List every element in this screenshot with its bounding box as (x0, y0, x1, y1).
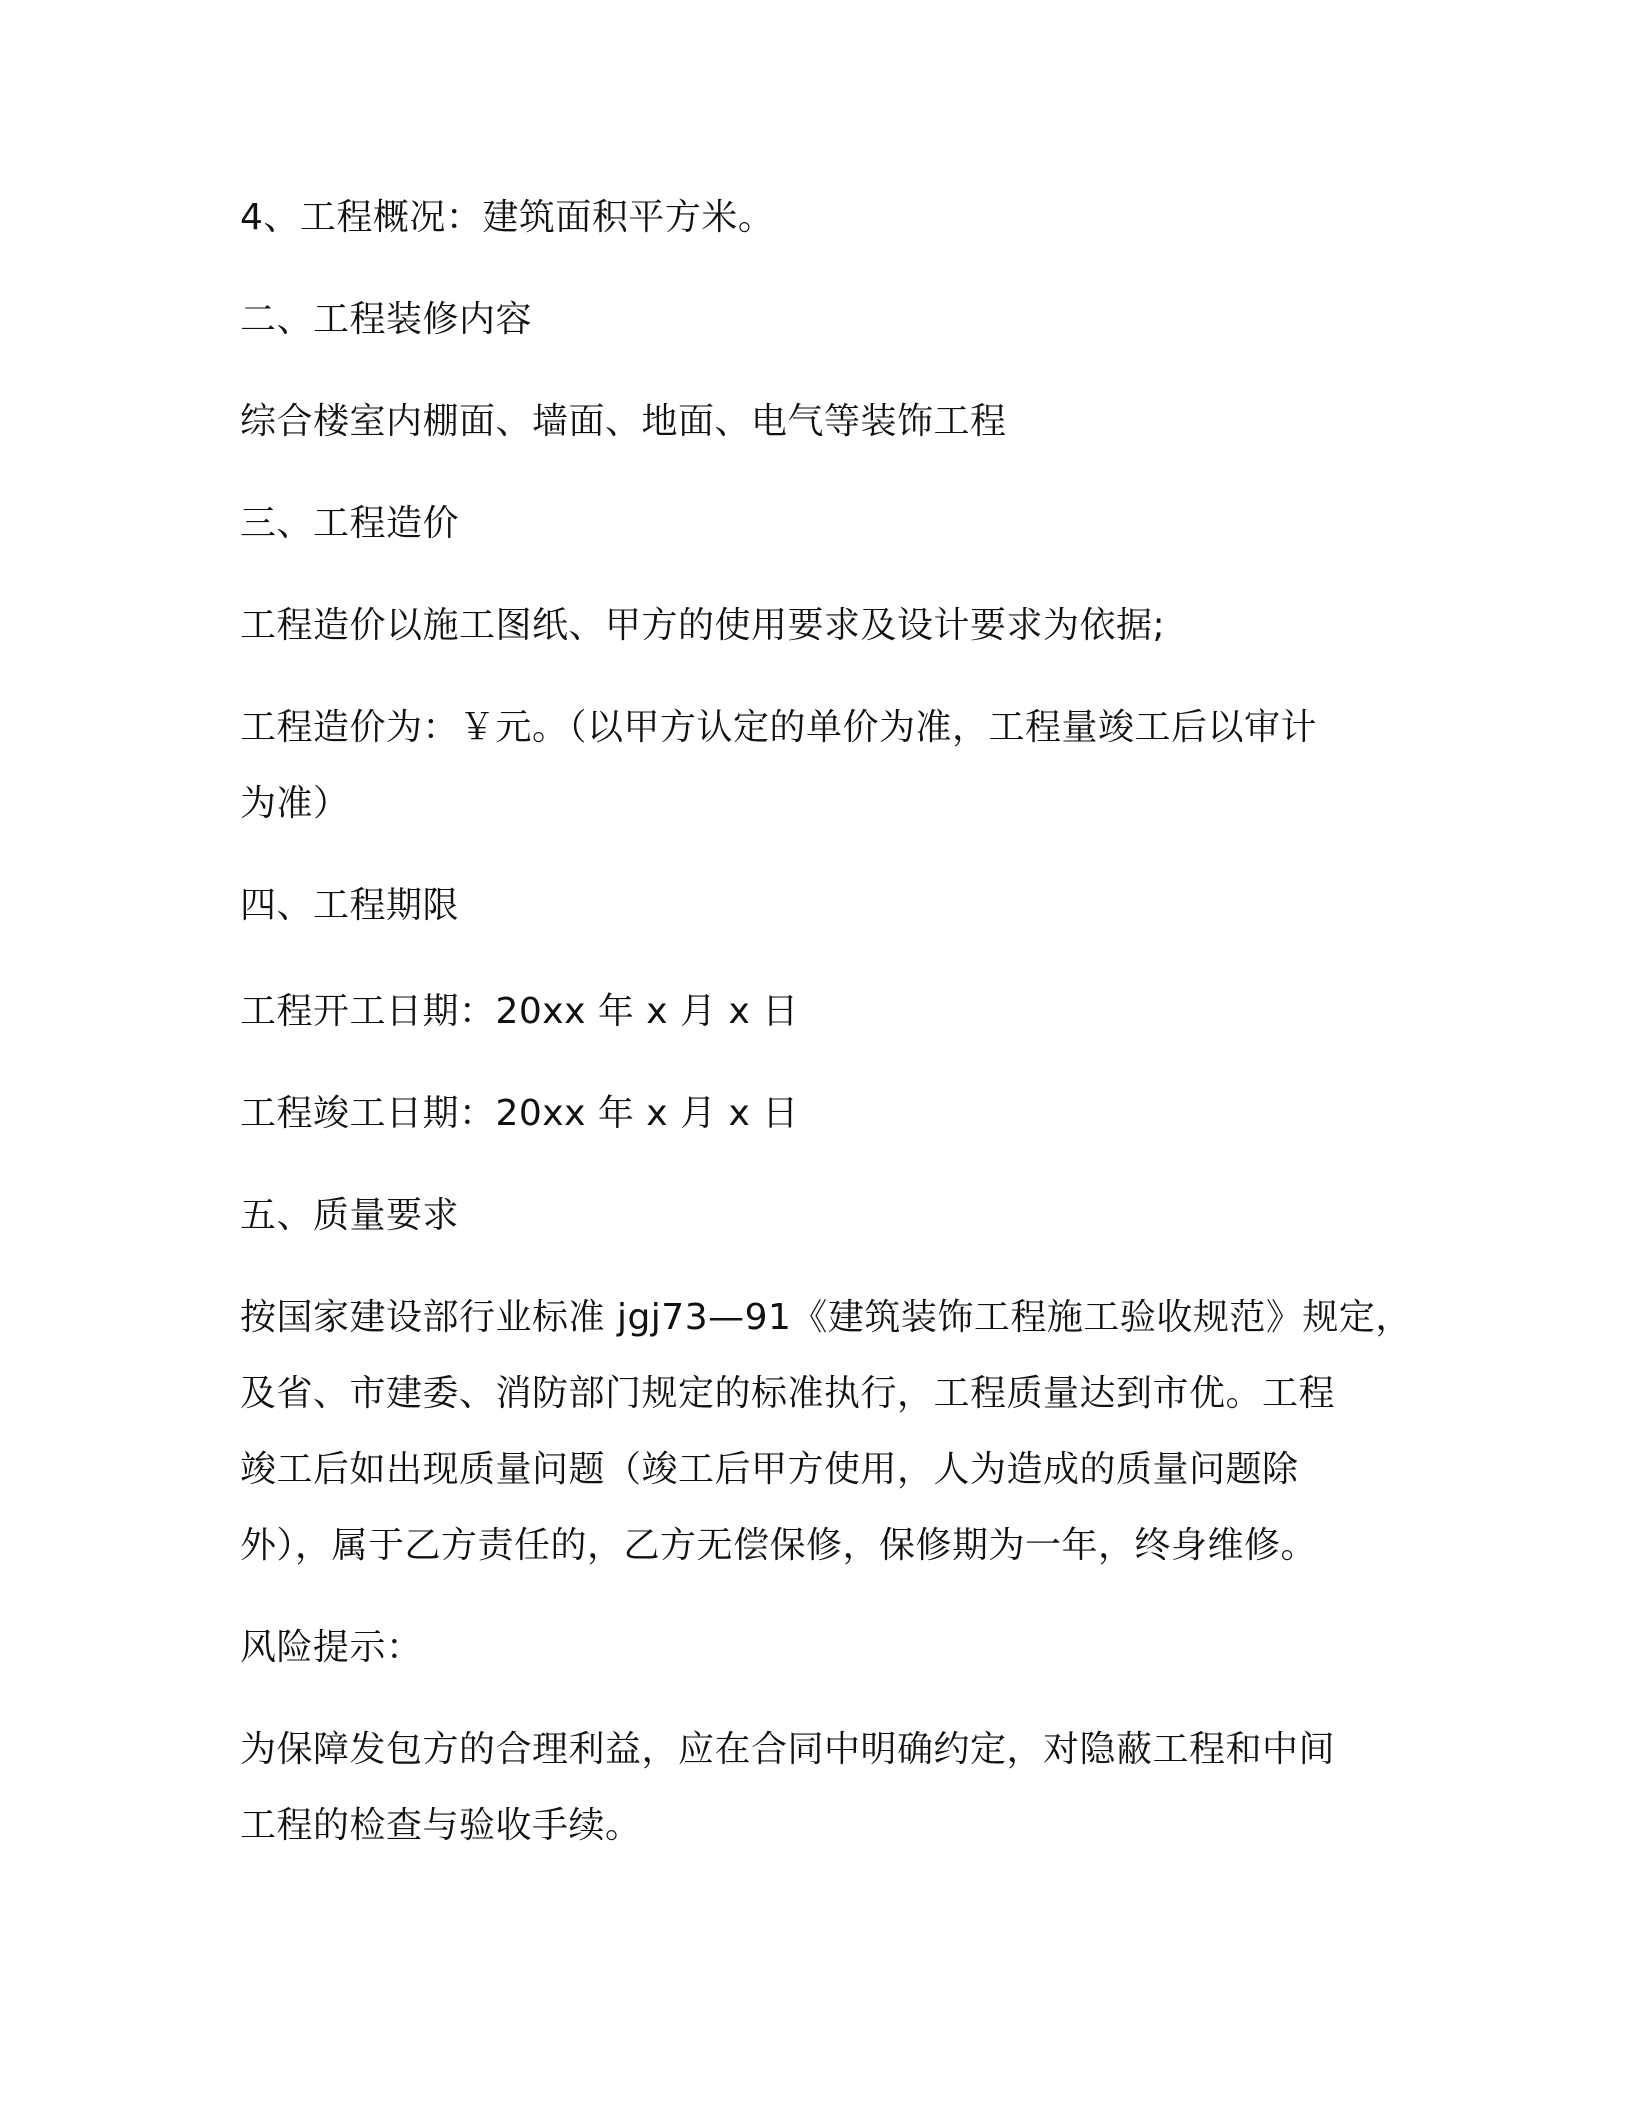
line-risk-text-cont: 工程的检查与验收手续。 (240, 1805, 642, 1846)
line-decoration-scope: 综合楼室内棚面、墙面、地面、电气等装饰工程 (240, 401, 1007, 442)
heading-quality-requirements: 五、质量要求 (240, 1195, 460, 1236)
heading-risk-notice: 风险提示： (240, 1627, 423, 1668)
line-project-overview: 4、工程概况：建筑面积平方米。 (240, 197, 775, 238)
line-cost-basis: 工程造价以施工图纸、甲方的使用要求及设计要求为依据; (240, 605, 1166, 646)
heading-project-cost: 三、工程造价 (240, 503, 460, 544)
line-completion-date: 工程竣工日期：20xx 年 x 月 x 日 (240, 1093, 799, 1134)
line-quality-standard-cont-1: 及省、市建委、消防部门规定的标准执行，工程质量达到市优。工程 (240, 1373, 1336, 1414)
heading-decoration-content: 二、工程装修内容 (240, 299, 533, 340)
line-quality-standard: 按国家建设部行业标准 jgj73—91《建筑装饰工程施工验收规范》规定， (240, 1297, 1412, 1338)
line-quality-standard-cont-3: 外），属于乙方责任的，乙方无偿保修，保修期为一年，终身维修。 (240, 1525, 1318, 1566)
line-risk-text: 为保障发包方的合理利益，应在合同中明确约定，对隐蔽工程和中间 (240, 1729, 1336, 1770)
line-start-date: 工程开工日期：20xx 年 x 月 x 日 (240, 991, 799, 1032)
heading-project-period: 四、工程期限 (240, 885, 460, 926)
line-cost-amount: 工程造价为：￥元。（以甲方认定的单价为准，工程量竣工后以审计 (240, 707, 1318, 748)
line-quality-standard-cont-2: 竣工后如出现质量问题（竣工后甲方使用，人为造成的质量问题除 (240, 1449, 1299, 1490)
line-cost-amount-cont: 为准） (240, 783, 350, 824)
